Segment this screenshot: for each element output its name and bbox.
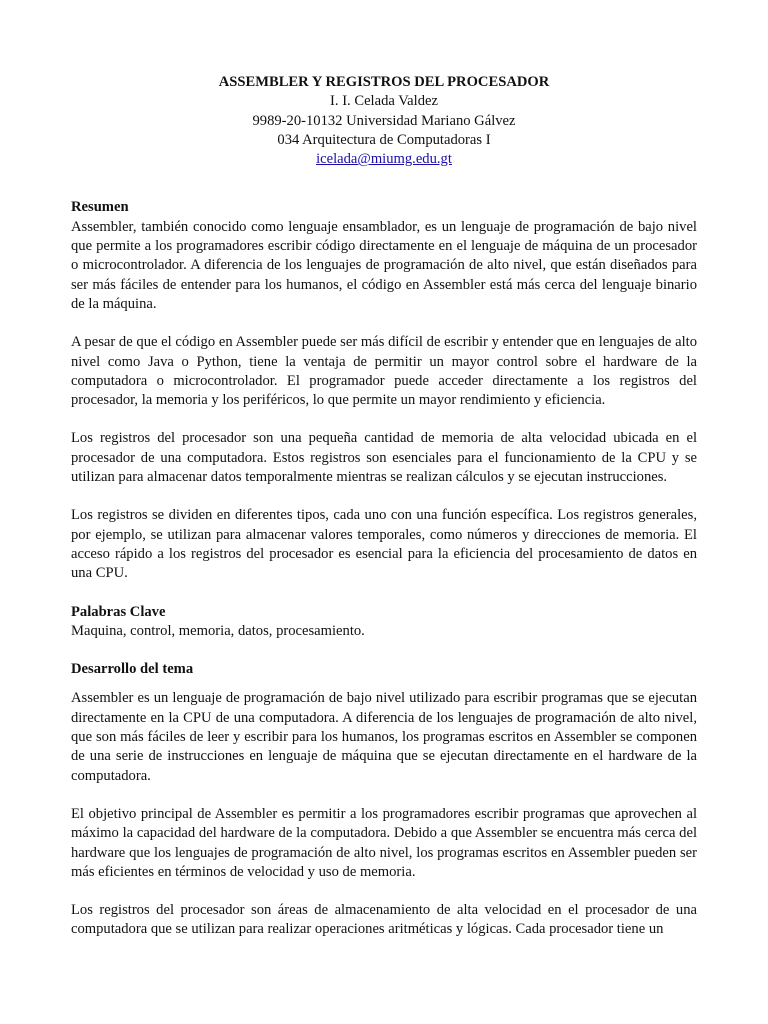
resumen-section [71,198,697,583]
paper-header [71,73,697,169]
course-name: 034 Arquitectura de Computadoras I [277,131,491,148]
desarrollo-section [71,660,697,940]
desarrollo-paragraph: El objetivo principal de Assembler es permitir a los programadores escribir programas que aprovechen al máximo la capacidad del hardware de la computadora. Debido a que Assembler se encuentra más cerca del hardware que los lenguajes de programación de alto nivel, los programas escritos en Assembler pueden ser más eficientes en términos de velocidad y uso de memoria. [71,805,697,880]
author-name: I. I. Celada Valdez [330,93,438,110]
keywords-section [71,603,697,642]
desarrollo-heading: Desarrollo del tema [71,661,194,678]
desarrollo-paragraph: Los registros del procesador son áreas de almacenamiento de alta velocidad en el procesador de una computadora que se utilizan para realizar operaciones aritméticas y lógicas. Cada procesador tiene un [71,902,697,938]
paper-title: ASSEMBLER Y REGISTROS DEL PROCESADOR [218,74,550,90]
keywords-text: Maquina, control, memoria, datos, procesamiento. [71,622,365,639]
author-affiliation: 9989-20-10132 Universidad Mariano Gálvez [252,112,516,129]
resumen-paragraph: A pesar de que el código en Assembler puede ser más difícil de escribir y entender que en lenguajes de alto nivel como Java o Python, tiene la ventaja de permitir un mayor control sobre el hardware de la computadora o microcontrolador. El programador puede acceder directamente a los registros del procesador, la memoria y los periféricos, lo que permite un mayor rendimiento y eficiencia. [71,334,697,409]
resumen-heading: Resumen [71,199,129,216]
author-email-link[interactable]: icelada@miumg.edu.gt [316,151,452,168]
desarrollo-paragraph: Assembler es un lenguaje de programación de bajo nivel utilizado para escribir programas que se ejecutan directamente en la CPU de una computadora. A diferencia de los lenguajes de programación de alto nivel, que son más fáciles de leer y escribir para los humanos, los programas escritos en Assembler se componen de una serie de instrucciones en lenguaje de máquina que se ejecutan directamente en el hardware de la computadora. [71,690,697,784]
resumen-paragraph: Los registros del procesador son una pequeña cantidad de memoria de alta velocidad ubicada en el procesador de una computadora. Estos registros son esenciales para el funcionamiento de la CPU y se utilizan para almacenar datos temporalmente mientras se realizan cálculos y se ejecutan instrucciones. [71,430,697,486]
keywords-heading: Palabras Clave [71,603,166,620]
resumen-paragraph: Assembler, también conocido como lenguaje ensamblador, es un lenguaje de programación de bajo nivel que permite a los programadores escribir código directamente en el lenguaje de máquina de un procesador o microcontrolador. A diferencia de los lenguajes de programación de alto nivel, que están diseñados para ser más fáciles de entender para los humanos, el código en Assembler está más cerca del lenguaje binario de la máquina. [71,218,697,312]
resumen-paragraph: Los registros se dividen en diferentes tipos, cada uno con una función específica. Los registros generales, por ejemplo, se utilizan para almacenar valores temporales, como números y direcciones de memoria. El acceso rápido a los registros del procesador es esencial para la eficiencia del procesamiento de datos en una CPU. [71,507,697,582]
document-page [71,73,697,940]
